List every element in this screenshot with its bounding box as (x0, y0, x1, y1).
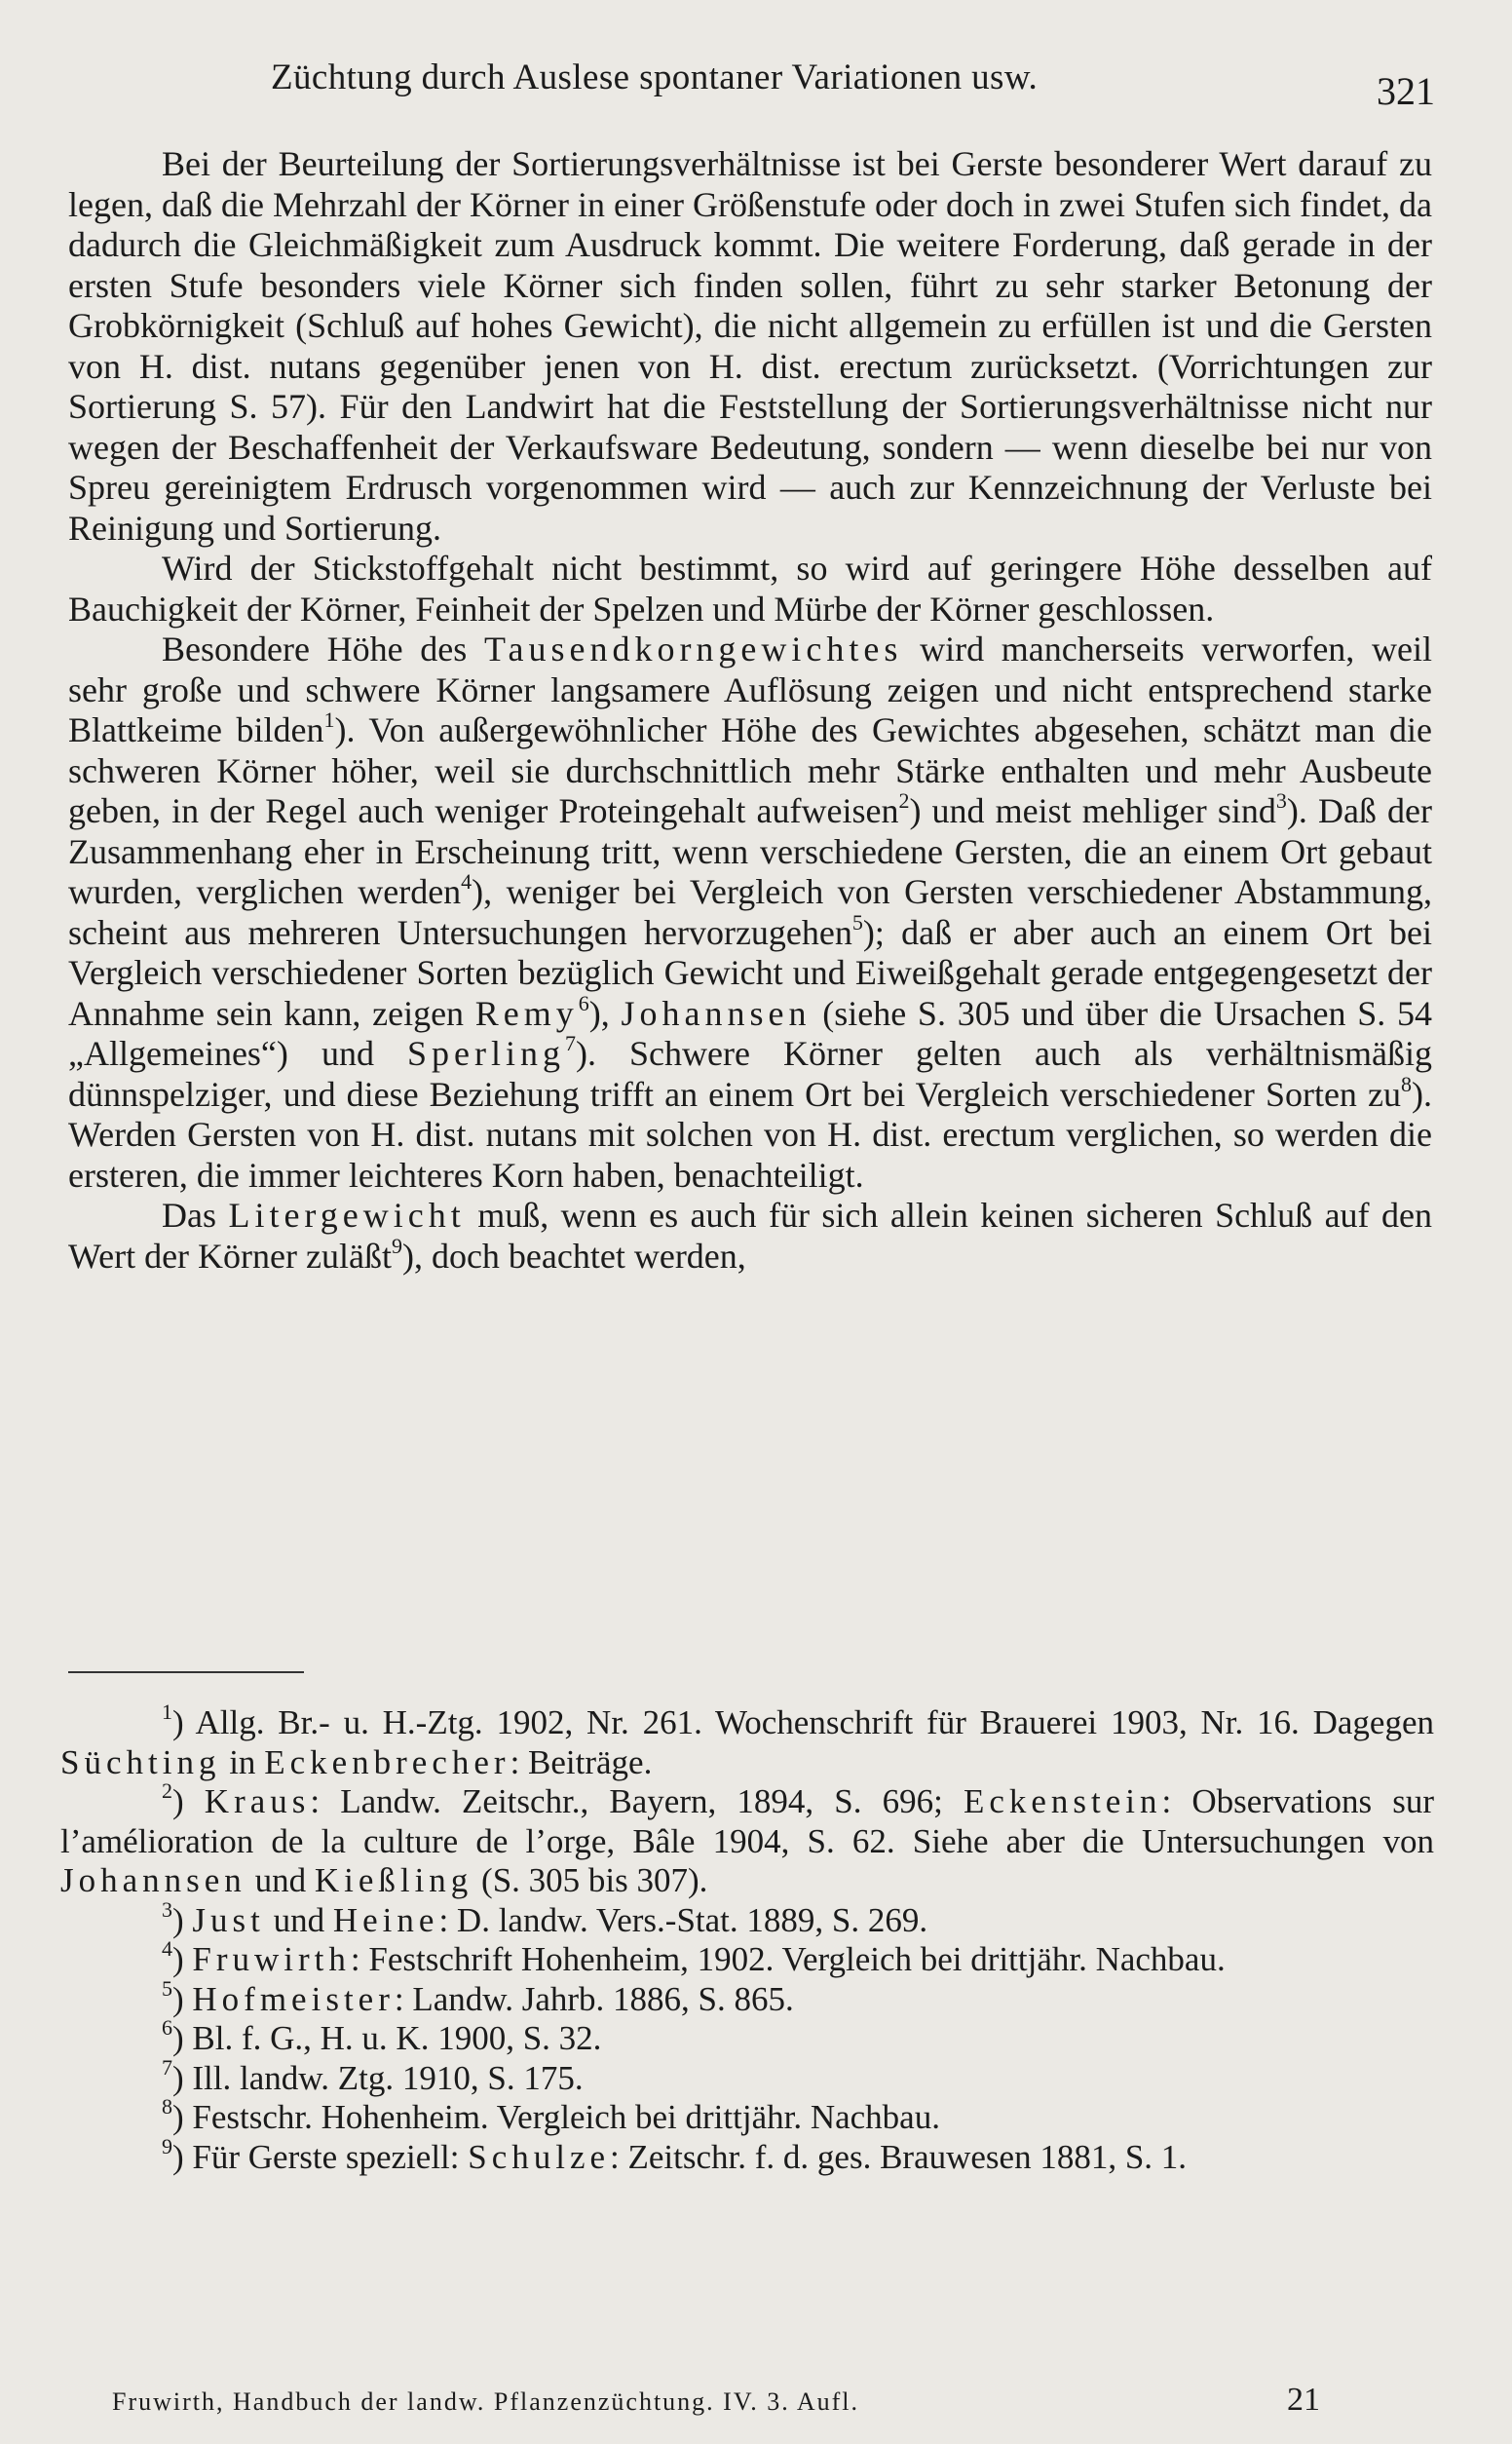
paragraph-tausendkorngewicht: Besondere Höhe des Tausendkorngewichtes wird mancherseits verworfen, weil sehr große und schwere Körner langsamere Auflösung zeigen und nicht entsprechend starke Blattkeime bilden$^1$). Von außergewöhnlicher Höhe des Gewichtes abgesehen, schätzt man die schweren Körner höher, weil sie durchschnittlich mehr Stärke enthalten und mehr Ausbeute geben, in der Regel auch weniger Proteingehalt aufweisen$^2$) und meist mehliger sind$^3$). Daß der Zusammenhang eher in Erscheinung tritt, wenn verschiedene Gersten, die an einem Ort gebaut wurden, verglichen werden$^4$), weniger bei Vergleich von Gersten verschiedener Abstammung, scheint aus mehreren Untersuchungen hervorzugehen$^5$); daß er aber auch an einem Ort bei Vergleich verschiedener Sorten bezüglich Gewicht und Eiweißgehalt gerade entgegengesetzt der Annahme sein kann, zeigen Remy$^6$), Johannsen (siehe S. 305 und über die Ursachen S. 54 „Allgemeines“) und Sperling$^7$). Schwere Körner gelten auch als verhältnismäßig dünnspelziger, und diese Beziehung trifft an einem Ort bei Vergleich verschiedener Sorten $zu^8$). Werden Gersten von H. dist. nutans mit solchen von H. dist. erectum verglichen, so werden die ersteren, die immer leichteres Korn haben, benachteiligt. (68, 630, 1433, 1195)
footnote-ref-7[interactable]: 7 (564, 1031, 576, 1055)
footnote-9: $^9$) Für Gerste speziell: Schulze: Zeitschr. f. d. ges. Brauwesen 1881, S. 1. (162, 2133, 1188, 2176)
author-johannsen: Johannsen (621, 993, 812, 1033)
running-title: Züchtung durch Auslese spontaner Variationen usw. (271, 57, 1039, 97)
footnote-7: $^7$) Ill. landw. Ztg. 1910, S. 175. (162, 2054, 584, 2097)
paragraph-stickstoff: Wird der Stickstoffgehalt nicht bestimmt, so wird auf geringere Höhe desselben auf Bauchigkeit der Körner, Feinheit der Spelzen und Mürbe der Körner geschlossen. (68, 549, 1432, 629)
imprint-line: Fruwirth, Handbuch der landw. Pflanzenzüchtung. IV. 3. Aufl. (112, 2387, 859, 2416)
sheet-signature: 21 (1287, 2382, 1320, 2418)
footnote-4: $^4$) Fruwirth: Festschrift Hohenheim, 1902. Vergleich bei drittjähr. Nachbau. (162, 1936, 1226, 1978)
footnote-ref-8[interactable]: 8 (1401, 1071, 1412, 1096)
footnote-ref-4[interactable]: 4 (461, 869, 472, 894)
author-remy: Remy (474, 993, 579, 1033)
paragraph-sortierung: Bei der Beurteilung der Sortierungsverhältnisse ist bei Gerste besonderer Wert darauf zu legen, daß die Mehrzahl der Körner in einer Größenstufe oder doch in zwei Stufen sich findet, da dadurch die Gleichmäßigkeit zum Ausdruck kommt. Die weitere Forderung, daß gerade in der ersten Stufe besonders viele Körner sich finden sollen, führt zu sehr starker Betonung der Grobkörnigkeit (Schluß auf hohes Gewicht), die nicht allgemein zu erfüllen ist und die Gersten von H. dist. nutans gegenüber jenen von H. dist. erectum zurücksetzt. (Vorrichtungen zur Sortierung S. 57). Für den Landwirt hat die Feststellung der Sortierungsverhältnisse nicht nur wegen der Beschaffenheit der Verkaufsware Bedeutung, sondern — wenn dieselbe bei nur von Spreu gereinigtem Erdrusch vorgenommen wird — auch zur Kennzeichnung der Verluste bei Reinigung und Sortierung. (68, 144, 1432, 548)
term-litergewicht: Litergewicht (228, 1196, 466, 1235)
footnote-8: $^8$) Festschr. Hohenheim. Vergleich bei drittjähr. Nachbau. (162, 2094, 940, 2136)
footnote-ref-6[interactable]: 6 (578, 990, 589, 1015)
main-text (68, 144, 1432, 1277)
footnote-ref-5[interactable]: 5 (851, 909, 863, 935)
footnote-1: $^1$) Allg. Br.- u. H.-Ztg. 1902, Nr. 261. Wochenschrift für Brauerei 1903, Nr. 16. Dagegen Süchting in Eckenbrecher: Beiträge. (60, 1699, 1434, 1781)
footnote-ref-3[interactable]: 3 (1275, 788, 1287, 813)
footnote-2: $^2$) Kraus: Landw. Zeitschr., Bayern, 1894, S. 696; Eckenstein: Observations sur l’amélioration de la culture de l’orge, Bâle 1904, S. 62. Siehe aber die Untersuchungen von Johannsen und Kießling (S. 305 bis 307). (60, 1778, 1434, 1899)
footnotes-section (60, 1699, 1434, 2177)
footnote-5: $^5$) Hofmeister: Landw. Jahrb. 1886, S. 865. (162, 1975, 794, 2018)
footnote-ref-1[interactable]: 1 (323, 707, 335, 732)
term-tausendkorngewicht: Tausendkorngewichtes (484, 630, 903, 668)
footnote-ref-9[interactable]: 9 (391, 1233, 402, 1258)
footnote-6: $^6$) Bl. f. G., H. u. K. 1900, S. 32. (162, 2015, 602, 2057)
footnote-3: $^3$) Just und Heine: D. landw. Vers.-Stat. 1889, S. 269. (162, 1896, 928, 1939)
footnote-ref-2[interactable]: 2 (898, 788, 910, 813)
page-number: 321 (1377, 69, 1435, 113)
footnote-divider (68, 1671, 304, 1673)
paragraph-litergewicht: Das Litergewicht muß, wenn es auch für sich allein keinen sicheren Schluß auf den Wert der Körner zuläßt$^9$), doch beachtet werden, (68, 1196, 1432, 1276)
page-footer (112, 2378, 1320, 2426)
page-header (271, 49, 1435, 127)
author-sperling: Sperling (406, 1034, 565, 1073)
